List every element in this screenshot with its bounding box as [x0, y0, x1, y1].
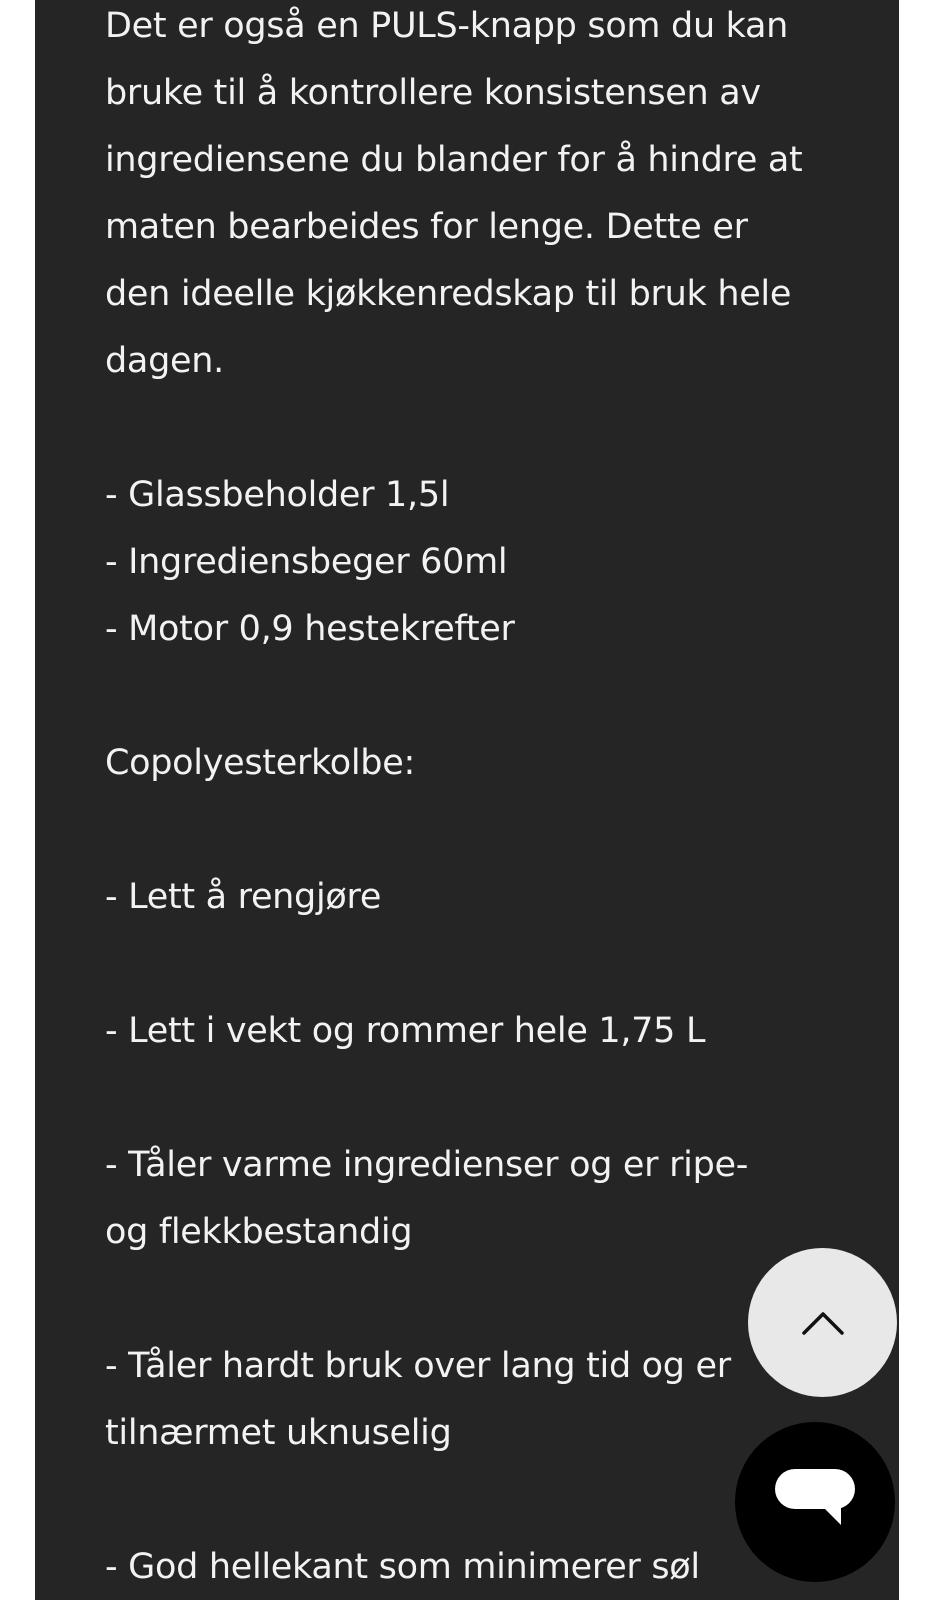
spec-item: - Motor 0,9 hestekrefter: [105, 609, 515, 649]
spec-item: - Glassbeholder 1,5l: [105, 475, 450, 515]
chevron-up-icon: [800, 1309, 846, 1337]
chat-bubble-icon: [773, 1467, 857, 1537]
spacer: [105, 931, 825, 998]
feature-item: - God hellekant som minimerer søl: [105, 1547, 700, 1587]
intro-line: ingrediensene du blander for å hindre at: [105, 140, 803, 180]
feature-item: - Lett i vekt og rommer hele 1,75 L: [105, 1011, 706, 1051]
spec-item: - Ingrediensbeger 60ml: [105, 542, 508, 582]
spacer: [105, 1266, 825, 1333]
feature-item: - Tåler varme ingredienser og er ripe-: [105, 1145, 749, 1185]
scroll-to-top-button[interactable]: [748, 1248, 897, 1397]
feature-item: - Lett å rengjøre: [105, 877, 382, 917]
spacer: [105, 663, 825, 730]
intro-line: den ideelle kjøkkenredskap til bruk hele: [105, 274, 792, 314]
chat-button[interactable]: [735, 1422, 895, 1582]
intro-line: dagen.: [105, 341, 224, 381]
product-description: [105, 0, 825, 1600]
intro-line: maten bearbeides for lenge. Dette er: [105, 207, 748, 247]
spacer: [105, 1065, 825, 1132]
feature-item: og flekkbestandig: [105, 1212, 413, 1252]
intro-line: bruke til å kontrollere konsistensen av: [105, 73, 761, 113]
section-heading: Copolyesterkolbe:: [105, 743, 415, 783]
spacer: [105, 395, 825, 462]
spacer: [105, 797, 825, 864]
feature-item: tilnærmet uknuselig: [105, 1413, 452, 1453]
intro-line: Det er også en PULS-knapp som du kan: [105, 6, 789, 46]
feature-item: - Tåler hardt bruk over lang tid og er: [105, 1346, 731, 1386]
spacer: [105, 1467, 825, 1534]
